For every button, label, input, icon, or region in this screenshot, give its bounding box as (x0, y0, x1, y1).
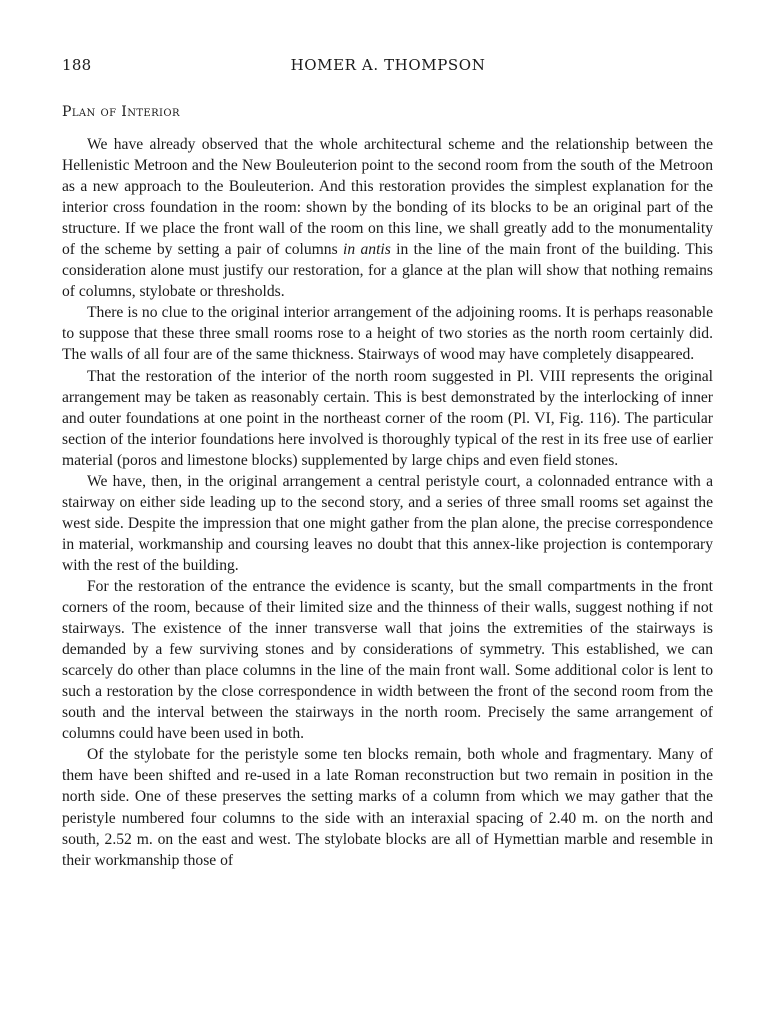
paragraph: Of the stylobate for the peristyle some ten blocks remain, both whole and fragmentary. Many of them have been shifted and re-used in a late Roman reconstruction but two remain in position in the north side. One of these preserves the setting marks of a column from which we may gather that the peristyle numbered four columns to the side with an interaxial spacing of 2.40 m. on the north and south, 2.52 m. on the east and west. The stylobate blocks are all of Hymettian marble and resemble in their workmanship those of (62, 746, 713, 869)
italic-phrase: in antis (343, 241, 391, 259)
body-text (62, 134, 713, 871)
paragraph: For the restoration of the entrance the evidence is scanty, but the small compartments in the front corners of the room, because of their limited size and the thinness of their walls, suggest nothing if not stairways. The existence of the inner transverse wall that joins the extremities of the stairways is demanded by a few surviving stones and by considerations of symmetry. This established, we can scarcely do other than place columns in the line of the main front wall. Some additional color is lent to such a restoration by the close correspondence in width between the front of the second room from the south and the interval between the stairways in the north room. Precisely the same arrangement of columns could have been used in both. (62, 577, 713, 743)
paragraph-text: in the line of the main front of the building. This consideration alone must justify our restoration, for a glance at the plan will show that nothing remains of columns, stylobate or thresholds. (62, 241, 713, 301)
paragraph: We have, then, in the original arrangement a central peristyle court, a colonnaded entrance with a stairway on either side leading up to the second story, and a series of three small rooms set against the west side. Despite the impression that one might gather from the plan alone, the precise correspondence in material, workmanship and coursing leaves no doubt that this annex-like projection is contemporary with the rest of the building. (62, 472, 713, 574)
paragraph (62, 134, 713, 302)
running-head: HOMER A. THOMPSON (290, 56, 486, 74)
paragraph-text: We have already observed that the whole architectural scheme and the relationship between the Hellenistic Metroon and the New Bouleuterion point to the second room from the south of the Metroon as a new approach to the Bouleuterion. And this restoration provides the simplest explanation for the interior cross foundation in the room: shown by the bonding of its blocks to be an original part of the structure. If we place the front wall of the room on this line, we shall greatly add to the monumentality of the scheme by setting a pair of columns (62, 136, 713, 259)
paragraph: That the restoration of the interior of the north room suggested in Pl. VIII represents the original arrangement may be taken as reasonably certain. This is best demonstrated by the interlocking of inner and outer foundations at one point in the northeast corner of the room (Pl. VI, Fig. 116). The particular section of the interior foundations here involved is thoroughly typical of the rest in its free use of earlier material (poros and limestone blocks) supplemented by large chips and even field stones. (62, 367, 713, 469)
section-heading: Plan of Interior (62, 104, 180, 120)
page-number: 188 (62, 56, 92, 74)
page-header (62, 56, 714, 80)
paragraph: There is no clue to the original interior arrangement of the adjoining rooms. It is perhaps reasonable to suppose that these three small rooms rose to a height of two stories as the north room certainly did. The walls of all four are of the same thickness. Stairways of wood may have completely disappeared. (62, 304, 713, 364)
